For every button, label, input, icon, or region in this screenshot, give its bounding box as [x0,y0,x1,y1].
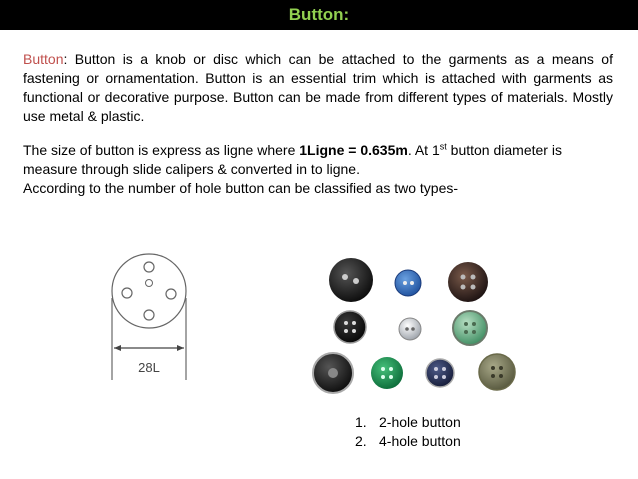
white-2-hole-button [399,318,421,340]
list-item [355,413,461,432]
teal-4-hole-button [371,357,403,389]
body-text [23,50,613,198]
classification-text: According to the number of hole button can be classified as two types- [23,180,459,196]
blue-2-hole-button [395,270,421,296]
page-title: Button: [288,5,350,24]
dark-4-hole-button [448,262,488,302]
ligne-formula: 1Ligne = 0.635m [299,142,408,158]
list-number: 2. [355,433,367,449]
size-text-1: The size of button is express as ligne where [23,142,300,158]
black-rim-4-hole-button [334,311,366,343]
button-size-diagram [104,248,204,383]
size-text-2: . At 1 [407,142,440,158]
dimension-label: 28L [138,360,160,375]
list-label: 4-hole button [379,433,461,449]
black-2-hole-button [329,258,373,302]
size-text-3: button diameter is measure through slide calipers & converted in to ligne. [23,142,562,177]
green-4-hole-button [453,311,487,345]
keyword-button: Button [23,51,64,67]
button-definition [23,50,613,126]
olive-4-hole-button [479,354,515,390]
list-label: 2-hole button [379,414,461,430]
title-bar [0,0,638,30]
buttons-photo [305,255,545,395]
navy-4-hole-button [426,359,454,387]
list-item [355,432,461,451]
definition-text: : Button is a knob or disc which can be attached to the garments as a means of fastening or ornamentation. Button is an essential trim which is attached with garments as functional or decorative purpose. Button can be made from different types of materials. Mostly use metal & plastic. [23,51,613,124]
ordinal-superscript: st [439,141,447,152]
button-types-list [355,413,461,451]
list-number: 1. [355,414,367,430]
size-description [23,141,613,198]
